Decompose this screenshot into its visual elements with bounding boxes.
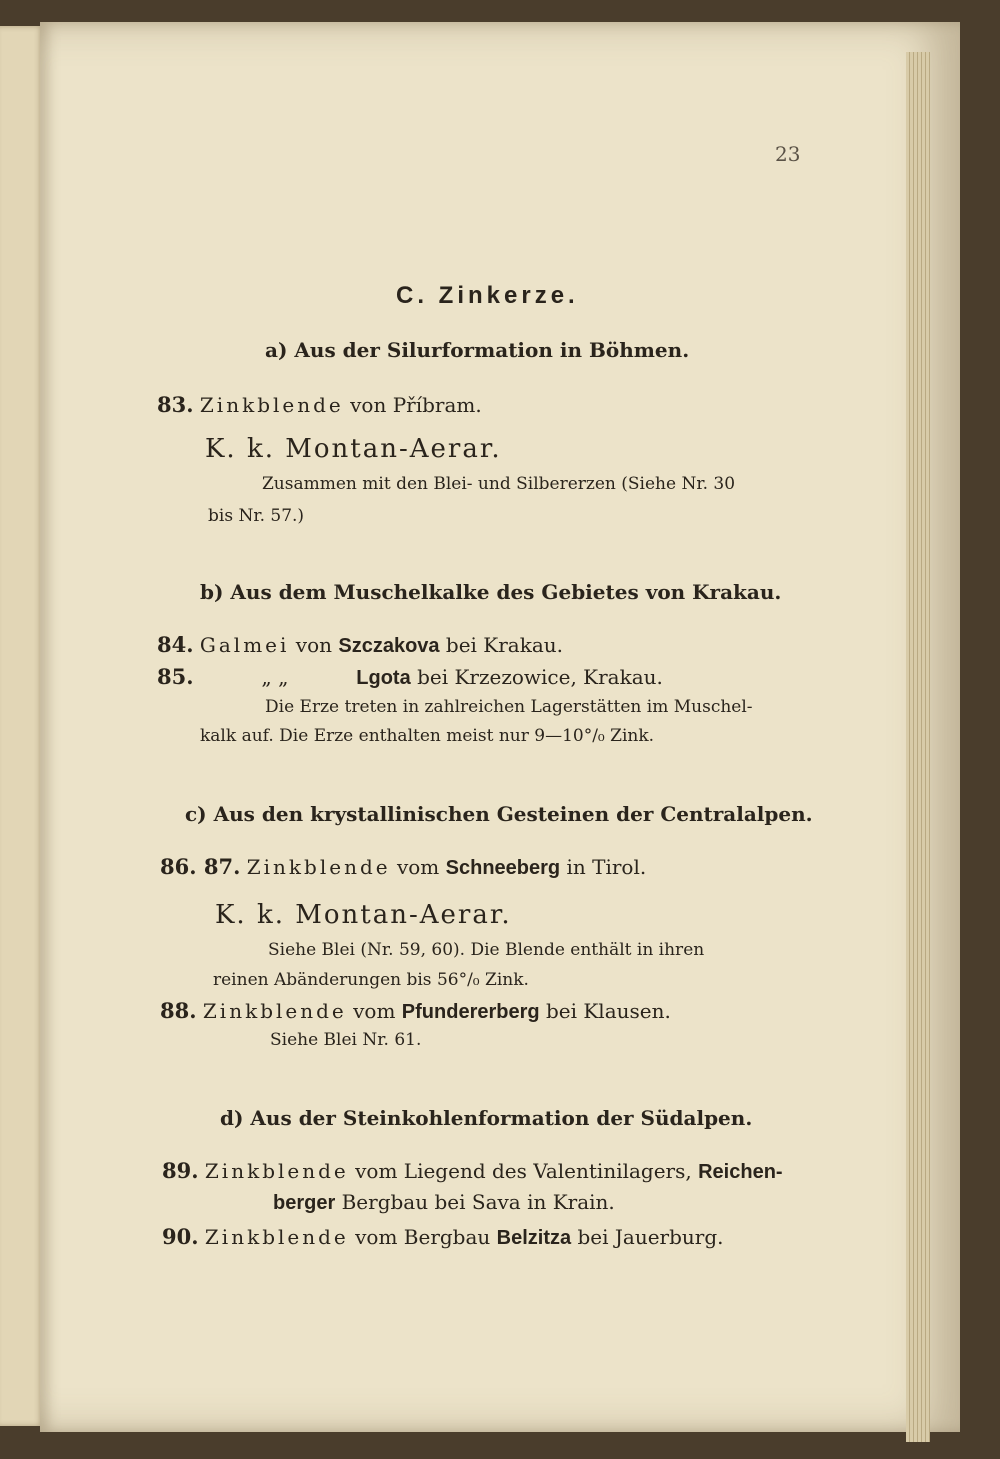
- note-line: Siehe Blei (Nr. 59, 60). Die Blende enthält in ihren: [268, 940, 705, 960]
- page-number: 23: [775, 142, 801, 166]
- entry-number: 86. 87.: [160, 854, 241, 879]
- note-line: bis Nr. 57.): [208, 506, 305, 526]
- left-page-edge: [0, 26, 44, 1426]
- entry-number: 89.: [162, 1158, 199, 1183]
- preposition: von: [295, 633, 332, 657]
- entry-number: 90.: [162, 1224, 199, 1249]
- locality: in Tirol.: [566, 855, 647, 879]
- place-name: Reichen-: [698, 1161, 783, 1183]
- section-d-title: d) Aus der Steinkohlenformation der Südalpen.: [220, 1106, 753, 1130]
- preposition: vom: [353, 999, 396, 1023]
- locality: von Příbram.: [350, 393, 482, 417]
- entry-84: [157, 632, 563, 658]
- entry-number: 83.: [157, 392, 194, 417]
- entry-89-continued: [273, 1190, 615, 1215]
- section-b-title: b) Aus dem Muschelkalke des Gebietes von Krakau.: [200, 580, 782, 604]
- mineral-name: Galmei: [199, 633, 290, 657]
- place-name: Belzitza: [496, 1227, 572, 1249]
- place-name: Schneeberg: [445, 857, 561, 879]
- note-line: reinen Abänderungen bis 56°/₀ Zink.: [213, 970, 529, 990]
- section-a-title: a) Aus der Silurformation in Böhmen.: [265, 338, 690, 362]
- mineral-name: Zinkblende: [204, 1159, 349, 1183]
- place-name: berger: [273, 1192, 336, 1214]
- locality: Bergbau bei Sava in Krain.: [341, 1190, 615, 1214]
- entry-86-87: [160, 854, 646, 880]
- mineral-name: Zinkblende: [202, 999, 347, 1023]
- place-name: Lgota: [356, 667, 411, 689]
- entry-83: [157, 392, 482, 417]
- page-stack-edge: [906, 52, 930, 1442]
- preposition: vom Bergbau: [355, 1225, 491, 1249]
- place-name: Pfundererberg: [401, 1001, 540, 1023]
- entry-90: [162, 1224, 724, 1250]
- preposition: vom Liegend des Valentinilagers,: [355, 1159, 692, 1183]
- entry-88: [160, 998, 671, 1024]
- chapter-heading: C. Zinkerze.: [396, 282, 579, 309]
- locality: bei Krzezowice, Krakau.: [417, 665, 663, 689]
- note-line: Siehe Blei Nr. 61.: [270, 1030, 422, 1050]
- locality: bei Jauerburg.: [577, 1225, 724, 1249]
- entry-85: [157, 664, 663, 690]
- place-name: Szczakova: [338, 635, 440, 657]
- ditto-marks: „ „: [261, 665, 289, 689]
- entry-number: 85.: [157, 664, 194, 689]
- mineral-name: Zinkblende: [199, 393, 344, 417]
- mineral-name: Zinkblende: [246, 855, 391, 879]
- section-c-title: c) Aus den krystallinischen Gesteinen der Centralalpen.: [185, 802, 813, 826]
- entry-number: 84.: [157, 632, 194, 657]
- note-line: kalk auf. Die Erze enthalten meist nur 9—10°/₀ Zink.: [200, 726, 655, 746]
- locality: bei Klausen.: [545, 999, 671, 1023]
- note-line: Die Erze treten in zahlreichen Lagerstätten im Muschel-: [265, 697, 753, 717]
- mineral-name: Zinkblende: [204, 1225, 349, 1249]
- locality: bei Krakau.: [445, 633, 563, 657]
- owner-line: K. k. Montan-Aerar.: [215, 900, 512, 930]
- owner-line: K. k. Montan-Aerar.: [205, 434, 502, 464]
- entry-number: 88.: [160, 998, 197, 1023]
- note-line: Zusammen mit den Blei- und Silbererzen (Siehe Nr. 30: [262, 474, 736, 494]
- preposition: vom: [396, 855, 440, 879]
- entry-89: [162, 1158, 783, 1184]
